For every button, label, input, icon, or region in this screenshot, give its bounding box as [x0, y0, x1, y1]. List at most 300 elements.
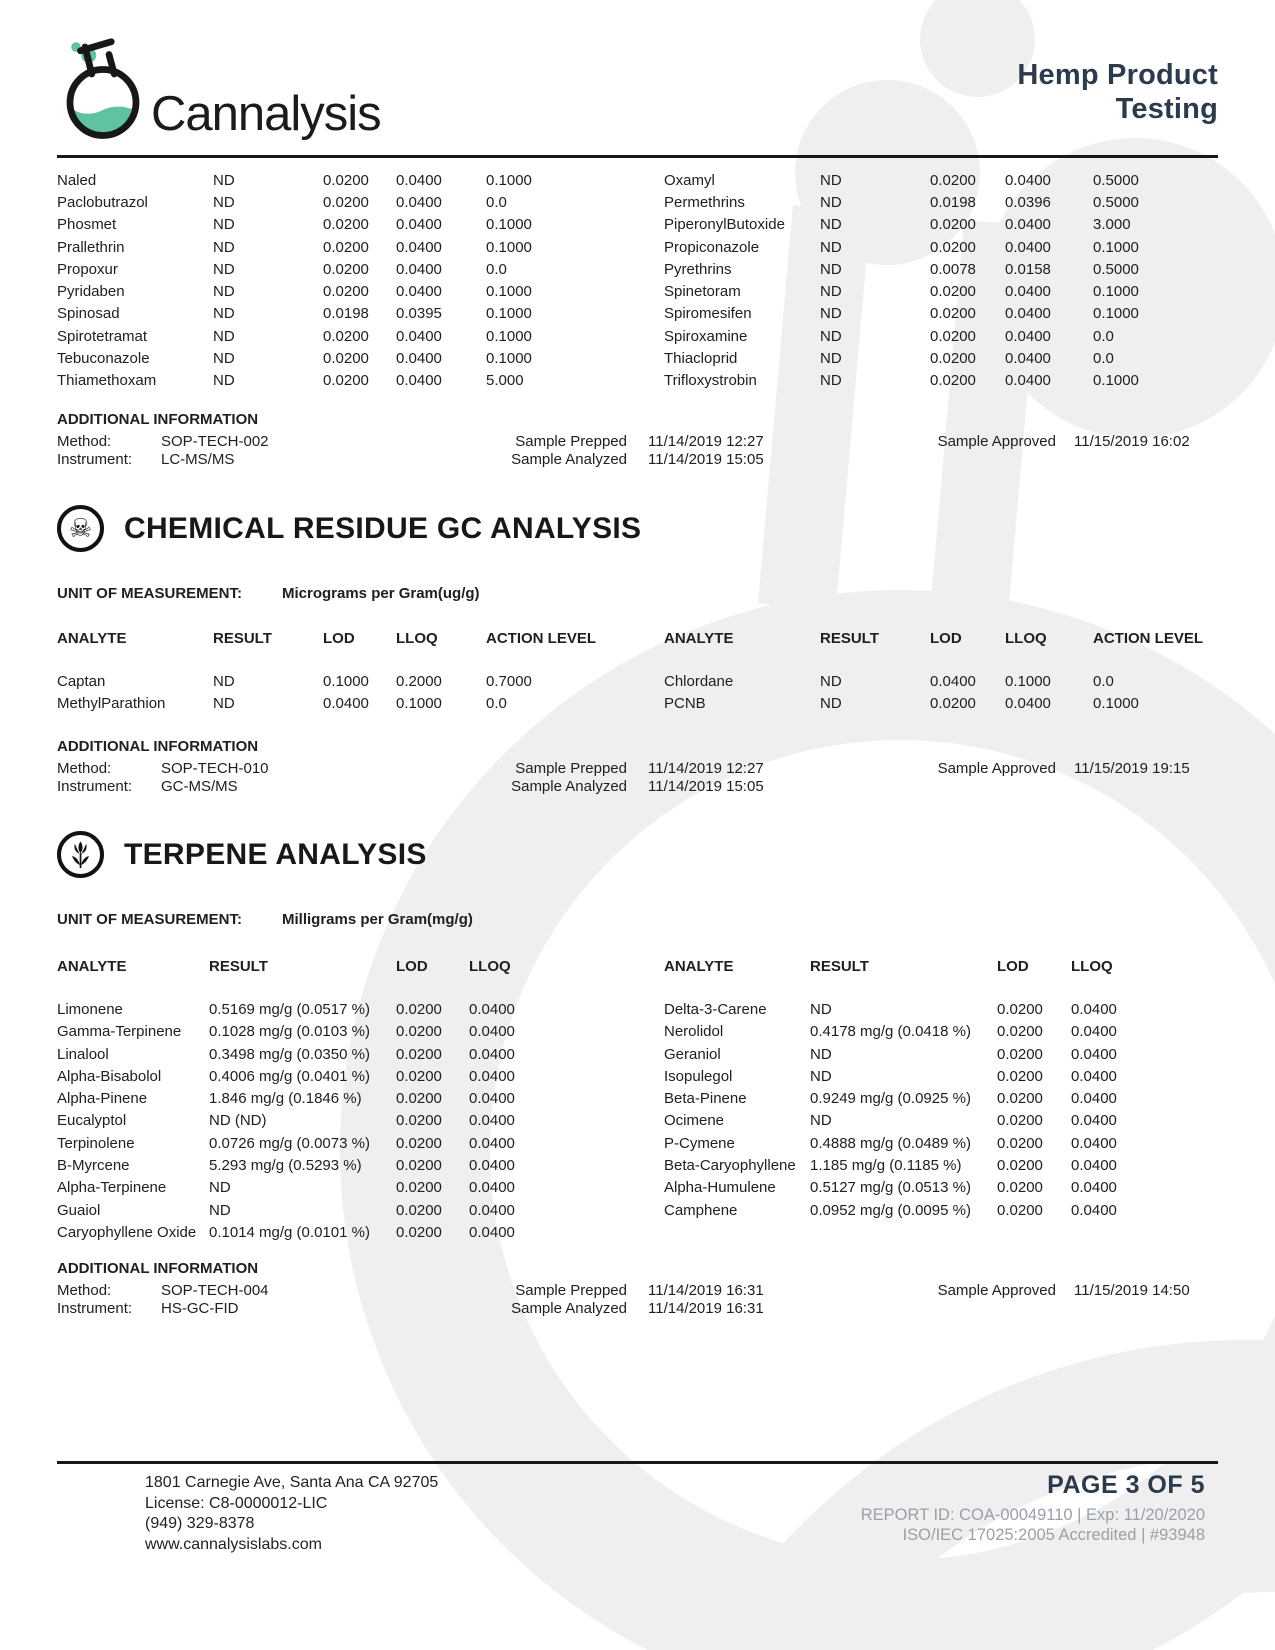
table-cell: ND — [213, 238, 235, 256]
table-cell: 0.0400 — [469, 1112, 515, 1130]
footer-divider — [57, 1461, 1218, 1464]
table-cell: 0.0198 — [323, 305, 369, 323]
table-cell: 0.0200 — [323, 283, 369, 301]
table-cell: 0.0200 — [323, 327, 369, 345]
table-cell: 0.0200 — [396, 1090, 442, 1108]
section-subtitle: ADDITIONAL INFORMATION — [57, 1260, 259, 1277]
table-cell: 0.0200 — [930, 695, 976, 713]
table-cell: 0.0400 — [1071, 1023, 1117, 1041]
table-cell: 0.1000 — [486, 327, 532, 345]
sample-analyzed-value: 11/14/2019 16:31 — [648, 1300, 764, 1317]
table-cell: PiperonylButoxide — [664, 216, 785, 234]
table-cell: 0.0200 — [930, 238, 976, 256]
table-cell: 0.4888 mg/g (0.0489 %) — [810, 1134, 971, 1152]
table-cell: 0.0 — [486, 193, 507, 211]
table-cell: 0.0200 — [930, 305, 976, 323]
instrument-label: Instrument: — [57, 778, 133, 795]
table-cell: PCNB — [664, 695, 706, 713]
table-cell: 0.0200 — [323, 350, 369, 368]
table-cell: 0.0158 — [1005, 260, 1051, 278]
table-cell: Alpha-Humulene — [664, 1179, 776, 1197]
sample-prepped-value: 11/14/2019 12:27 — [648, 433, 764, 450]
table-cell: 0.0 — [1093, 672, 1114, 690]
terpene-section-title: TERPENE ANALYSIS — [124, 837, 427, 871]
table-cell: 0.0400 — [1005, 372, 1051, 390]
table-cell: Isopulegol — [664, 1067, 733, 1085]
table-cell: ND — [820, 305, 842, 323]
tulip-icon — [57, 831, 104, 878]
table-row — [57, 1110, 627, 1132]
table-cell: ND — [213, 305, 235, 323]
table-cell: ND — [209, 1201, 231, 1219]
table-cell: 0.0200 — [396, 1201, 442, 1219]
table-cell: MethylParathion — [57, 695, 166, 713]
table-cell: ND — [213, 193, 235, 211]
table-cell: B-Myrcene — [57, 1157, 130, 1175]
lc-residue-table-right — [664, 169, 1218, 392]
table-cell: 0.0400 — [1005, 350, 1051, 368]
table-cell: 0.5000 — [1093, 171, 1139, 189]
gc-table-rows — [664, 670, 1218, 715]
page-number: PAGE 3 OF 5 — [1047, 1471, 1205, 1499]
method-value: SOP-TECH-002 — [161, 433, 269, 450]
table-cell: 0.1000 — [1093, 372, 1139, 390]
table-cell: 0.1000 — [486, 238, 532, 256]
table-cell: 0.0200 — [997, 1023, 1043, 1041]
table-cell: 1.846 mg/g (0.1846 %) — [209, 1090, 362, 1108]
table-row — [57, 1154, 627, 1176]
sample-prepped-value: 11/14/2019 12:27 — [648, 760, 764, 777]
table-row — [57, 670, 627, 692]
table-row — [57, 693, 627, 715]
table-cell: Beta-Pinene — [664, 1090, 747, 1108]
table-cell: Oxamyl — [664, 171, 715, 189]
cannalysis-logo — [55, 36, 381, 147]
table-cell: ND — [213, 372, 235, 390]
table-cell: 0.0400 — [1071, 1045, 1117, 1063]
table-cell: ND — [820, 695, 842, 713]
table-cell: Spinetoram — [664, 283, 741, 301]
table-cell: 0.0200 — [396, 1157, 442, 1175]
table-cell: 0.0400 — [1071, 1201, 1117, 1219]
table-cell: 0.0 — [486, 695, 507, 713]
table-cell: 0.1000 — [486, 305, 532, 323]
gc-section-title: CHEMICAL RESIDUE GC ANALYSIS — [124, 511, 642, 545]
document-title: Hemp Product Testing — [1017, 59, 1218, 125]
table-cell: Geraniol — [664, 1045, 721, 1063]
table-cell: 0.0400 — [396, 260, 442, 278]
table-cell: 0.0200 — [997, 1157, 1043, 1175]
table-cell: 0.1000 — [1005, 672, 1051, 690]
instrument-label: Instrument: — [57, 1300, 133, 1317]
table-cell: ND — [820, 238, 842, 256]
gc-table-header: ANALYTE RESULT LOD LLOQ ACTION LEVEL — [57, 629, 597, 647]
table-cell: ND (ND) — [209, 1112, 267, 1130]
table-cell: ND — [213, 327, 235, 345]
terpene-table-header: ANALYTE RESULT LOD LLOQ — [664, 957, 1113, 975]
table-row — [664, 236, 1218, 258]
table-cell: 0.0400 — [469, 1223, 515, 1241]
table-cell: Spiroxamine — [664, 327, 748, 345]
table-cell: Propoxur — [57, 260, 118, 278]
table-cell: 0.0200 — [930, 283, 976, 301]
table-cell: 0.3498 mg/g (0.0350 %) — [209, 1045, 370, 1063]
table-cell: 0.0400 — [930, 672, 976, 690]
table-row — [664, 169, 1218, 191]
table-row — [664, 347, 1218, 369]
table-cell: 0.0400 — [1005, 695, 1051, 713]
table-cell: 0.5000 — [1093, 193, 1139, 211]
sample-analyzed-label: Sample Analyzed — [511, 778, 627, 795]
table-cell: 0.0200 — [396, 1023, 442, 1041]
table-cell: P-Cymene — [664, 1134, 735, 1152]
table-cell: Spinosad — [57, 305, 120, 323]
table-cell: 0.1000 — [486, 283, 532, 301]
table-cell: ND — [213, 216, 235, 234]
gc-table-right — [664, 627, 1218, 715]
table-cell: Caryophyllene Oxide — [57, 1223, 197, 1241]
table-cell: 0.0400 — [396, 350, 442, 368]
lab-phone: (949) 329-8378 — [145, 1515, 255, 1532]
lc-residue-table-left — [57, 169, 627, 392]
table-row — [57, 191, 627, 213]
table-cell: 0.0200 — [396, 1045, 442, 1063]
table-cell: Ocimene — [664, 1112, 725, 1130]
table-cell: Alpha-Pinene — [57, 1090, 148, 1108]
table-cell: 0.0400 — [469, 1090, 515, 1108]
sample-prepped-label: Sample Prepped — [515, 1282, 627, 1299]
table-cell: 0.0200 — [323, 193, 369, 211]
table-cell: 0.0400 — [1071, 1090, 1117, 1108]
table-row — [664, 1043, 1218, 1065]
table-cell: 0.1000 — [1093, 283, 1139, 301]
table-cell: 0.0400 — [1071, 1157, 1117, 1175]
table-cell: 0.0400 — [469, 1023, 515, 1041]
table-cell: 0.0200 — [997, 1179, 1043, 1197]
sample-approved-value: 11/15/2019 16:02 — [1074, 433, 1190, 450]
table-cell: Linalool — [57, 1045, 109, 1063]
table-cell: Alpha-Terpinene — [57, 1179, 167, 1197]
gc-table-header: ANALYTE RESULT LOD LLOQ ACTION LEVEL — [664, 629, 1204, 647]
table-cell: ND — [820, 216, 842, 234]
table-cell: Spirotetramat — [57, 327, 148, 345]
table-cell: ND — [209, 1179, 231, 1197]
table-cell: 0.0 — [486, 260, 507, 278]
table-cell: 0.0400 — [469, 1045, 515, 1063]
flask-icon — [55, 36, 151, 147]
table-row — [664, 1154, 1218, 1176]
sample-prepped-value: 11/14/2019 16:31 — [648, 1282, 764, 1299]
table-cell: 3.000 — [1093, 216, 1131, 234]
table-cell: 0.0200 — [396, 1179, 442, 1197]
table-cell: Propiconazole — [664, 238, 760, 256]
table-cell: Captan — [57, 672, 106, 690]
table-cell: Beta-Caryophyllene — [664, 1157, 796, 1175]
gc-table-left — [57, 627, 627, 715]
table-cell: ND — [213, 260, 235, 278]
instrument-value: LC-MS/MS — [161, 451, 235, 468]
table-cell: 0.0200 — [997, 1000, 1043, 1018]
table-cell: Chlordane — [664, 672, 734, 690]
table-cell: Terpinolene — [57, 1134, 135, 1152]
table-row — [57, 998, 627, 1020]
table-cell: 0.0200 — [396, 1134, 442, 1152]
table-cell: 0.0200 — [323, 171, 369, 189]
table-cell: 0.0400 — [396, 216, 442, 234]
table-cell: ND — [810, 1112, 832, 1130]
table-cell: 0.0400 — [1005, 238, 1051, 256]
table-cell: 0.0200 — [930, 216, 976, 234]
footer-meta-block — [861, 1471, 1205, 1545]
sample-analyzed-value: 11/14/2019 15:05 — [648, 451, 764, 468]
table-row — [57, 325, 627, 347]
table-cell: Tebuconazole — [57, 350, 150, 368]
lab-license: License: C8-0000012-LIC — [145, 1494, 328, 1512]
table-cell: ND — [213, 672, 235, 690]
report-id-line: REPORT ID: COA-00049110 | Exp: 11/20/2020 — [860, 1506, 1205, 1524]
table-cell: 0.7000 — [486, 672, 532, 690]
table-cell: 0.0400 — [469, 1000, 515, 1018]
table-cell: 0.0200 — [997, 1134, 1043, 1152]
terpene-table-header: ANALYTE RESULT LOD LLOQ — [57, 957, 511, 975]
table-cell: 0.0200 — [323, 372, 369, 390]
table-cell: 0.0200 — [997, 1201, 1043, 1219]
table-cell: 0.2000 — [396, 672, 442, 690]
sample-approved-label: Sample Approved — [937, 433, 1056, 450]
table-cell: 0.0400 — [323, 695, 369, 713]
table-cell: 0.1000 — [1093, 238, 1139, 256]
section-subtitle: ADDITIONAL INFORMATION — [57, 738, 259, 755]
table-row — [664, 1021, 1218, 1043]
table-row — [57, 1065, 627, 1087]
table-cell: 0.0200 — [396, 1223, 442, 1241]
table-cell: Trifloxystrobin — [664, 372, 757, 390]
table-row — [57, 214, 627, 236]
table-cell: Delta-3-Carene — [664, 1000, 767, 1018]
table-cell: Spiromesifen — [664, 305, 752, 323]
table-cell: 0.1000 — [486, 350, 532, 368]
table-row — [664, 370, 1218, 392]
table-cell: ND — [810, 1000, 832, 1018]
skull-crossbones-icon: ☠ — [57, 505, 104, 552]
table-cell: 0.1000 — [323, 672, 369, 690]
table-cell: 0.0400 — [469, 1134, 515, 1152]
table-cell: 0.0400 — [396, 171, 442, 189]
table-cell: 1.185 mg/g (0.1185 %) — [810, 1157, 962, 1175]
table-cell: 0.0400 — [469, 1157, 515, 1175]
table-cell: ND — [213, 171, 235, 189]
table-row — [664, 1199, 1218, 1221]
terpene-table-right — [664, 955, 1218, 1221]
table-cell: 0.0400 — [396, 193, 442, 211]
table-cell: 0.1028 mg/g (0.0103 %) — [209, 1023, 370, 1041]
table-row — [57, 303, 627, 325]
table-cell: 0.0400 — [1005, 216, 1051, 234]
table-row — [664, 1110, 1218, 1132]
table-cell: 0.0200 — [323, 238, 369, 256]
terpene-unit-of-measurement: UNIT OF MEASUREMENT: Milligrams per Gram(mg/g) — [57, 911, 473, 928]
table-cell: Prallethrin — [57, 238, 125, 256]
instrument-label: Instrument: — [57, 451, 133, 468]
table-row — [664, 325, 1218, 347]
table-cell: ND — [820, 171, 842, 189]
table-row — [57, 258, 627, 280]
method-label: Method: — [57, 760, 112, 777]
sample-approved-label: Sample Approved — [937, 760, 1056, 777]
table-cell: 0.9249 mg/g (0.0925 %) — [810, 1090, 971, 1108]
table-cell: Gamma-Terpinene — [57, 1023, 182, 1041]
table-cell: ND — [820, 350, 842, 368]
table-cell: ND — [213, 695, 235, 713]
table-cell: Limonene — [57, 1000, 123, 1018]
sample-prepped-label: Sample Prepped — [515, 760, 627, 777]
table-row — [57, 347, 627, 369]
section-subtitle: ADDITIONAL INFORMATION — [57, 411, 259, 428]
table-cell: Alpha-Bisabolol — [57, 1067, 162, 1085]
table-cell: 0.0200 — [323, 216, 369, 234]
table-cell: 0.0400 — [1005, 305, 1051, 323]
table-cell: Permethrins — [664, 193, 745, 211]
table-row — [664, 191, 1218, 213]
table-cell: 0.0200 — [930, 327, 976, 345]
table-cell: 0.0400 — [396, 283, 442, 301]
table-cell: 0.0400 — [1071, 1000, 1117, 1018]
header-divider — [57, 155, 1218, 158]
lab-address: 1801 Carnegie Ave, Santa Ana CA 92705 — [145, 1474, 439, 1491]
table-cell: Camphene — [664, 1201, 738, 1219]
table-cell: 0.0400 — [1005, 283, 1051, 301]
table-cell: ND — [820, 283, 842, 301]
table-cell: 5.000 — [486, 372, 524, 390]
table-cell: Phosmet — [57, 216, 117, 234]
terpene-table-rows — [57, 998, 627, 1243]
table-cell: 0.0400 — [396, 327, 442, 345]
table-row — [664, 280, 1218, 302]
table-cell: ND — [213, 283, 235, 301]
sample-analyzed-label: Sample Analyzed — [511, 1300, 627, 1317]
table-cell: 0.0200 — [930, 171, 976, 189]
table-cell: 0.0400 — [1071, 1112, 1117, 1130]
table-row — [57, 370, 627, 392]
table-cell: 0.0726 mg/g (0.0073 %) — [209, 1134, 370, 1152]
table-row — [57, 169, 627, 191]
table-cell: 0.0952 mg/g (0.0095 %) — [810, 1201, 971, 1219]
table-cell: ND — [810, 1067, 832, 1085]
method-label: Method: — [57, 433, 112, 450]
table-cell: Guaiol — [57, 1201, 101, 1219]
sample-prepped-label: Sample Prepped — [515, 433, 627, 450]
table-cell: 0.0400 — [396, 372, 442, 390]
table-cell: 0.0400 — [469, 1179, 515, 1197]
table-cell: 0.1014 mg/g (0.0101 %) — [209, 1223, 370, 1241]
terpene-additional-information — [57, 1260, 1218, 1322]
table-cell: 0.1000 — [396, 695, 442, 713]
gc-unit-of-measurement: UNIT OF MEASUREMENT: Micrograms per Gram(ug/g) — [57, 585, 480, 602]
table-cell: 0.0400 — [1071, 1179, 1117, 1197]
accreditation-line: ISO/IEC 17025:2005 Accredited | #93948 — [902, 1526, 1205, 1544]
instrument-value: GC-MS/MS — [161, 778, 238, 795]
table-cell: ND — [213, 350, 235, 368]
terpene-table-rows — [664, 998, 1218, 1221]
table-cell: 0.0198 — [930, 193, 976, 211]
lab-contact-block — [145, 1473, 438, 1555]
gc-section-header — [57, 505, 641, 552]
table-row — [57, 236, 627, 258]
sample-analyzed-label: Sample Analyzed — [511, 451, 627, 468]
table-cell: Pyridaben — [57, 283, 125, 301]
table-cell: 0.1000 — [486, 216, 532, 234]
table-cell: 0.0200 — [930, 372, 976, 390]
table-cell: 0.0 — [1093, 327, 1114, 345]
table-cell: 0.0400 — [1005, 327, 1051, 345]
table-cell: 5.293 mg/g (0.5293 %) — [209, 1157, 362, 1175]
table-row — [57, 1199, 627, 1221]
table-cell: 0.0200 — [396, 1067, 442, 1085]
table-row — [664, 303, 1218, 325]
method-value: SOP-TECH-004 — [161, 1282, 269, 1299]
table-row — [57, 1177, 627, 1199]
table-row — [57, 1221, 627, 1243]
table-cell: 0.0 — [1093, 350, 1114, 368]
table-row — [664, 670, 1218, 692]
table-cell: ND — [820, 327, 842, 345]
table-cell: 0.4006 mg/g (0.0401 %) — [209, 1067, 370, 1085]
table-cell: 0.5000 — [1093, 260, 1139, 278]
sample-approved-label: Sample Approved — [937, 1282, 1056, 1299]
table-cell: ND — [810, 1045, 832, 1063]
table-cell: 0.5127 mg/g (0.0513 %) — [810, 1179, 971, 1197]
table-row — [57, 1043, 627, 1065]
table-row — [664, 1087, 1218, 1109]
table-cell: 0.0200 — [997, 1045, 1043, 1063]
table-cell: 0.0400 — [1005, 171, 1051, 189]
table-cell: 0.1000 — [1093, 305, 1139, 323]
table-row — [664, 258, 1218, 280]
table-cell: 0.0396 — [1005, 193, 1051, 211]
table-cell: Pyrethrins — [664, 260, 732, 278]
table-cell: 0.0400 — [1071, 1134, 1117, 1152]
gc-table-rows — [57, 670, 627, 715]
table-cell: 0.0400 — [1071, 1067, 1117, 1085]
table-cell: 0.0200 — [997, 1090, 1043, 1108]
table-row — [57, 1021, 627, 1043]
table-cell: 0.0200 — [930, 350, 976, 368]
table-cell: 0.0078 — [930, 260, 976, 278]
table-cell: 0.0200 — [997, 1067, 1043, 1085]
lc-additional-information — [57, 411, 1218, 473]
table-cell: 0.5169 mg/g (0.0517 %) — [209, 1000, 370, 1018]
table-cell: 0.1000 — [1093, 695, 1139, 713]
table-row — [664, 693, 1218, 715]
instrument-value: HS-GC-FID — [161, 1300, 239, 1317]
lab-website-link[interactable]: www.cannalysislabs.com — [145, 1535, 322, 1553]
terpene-table-left — [57, 955, 627, 1244]
table-row — [664, 214, 1218, 236]
table-cell: 0.0200 — [323, 260, 369, 278]
method-value: SOP-TECH-010 — [161, 760, 269, 777]
table-cell: ND — [820, 260, 842, 278]
table-cell: ND — [820, 672, 842, 690]
table-row — [57, 1087, 627, 1109]
table-row — [664, 1132, 1218, 1154]
table-cell: Eucalyptol — [57, 1112, 127, 1130]
table-row — [664, 998, 1218, 1020]
sample-approved-value: 11/15/2019 14:50 — [1074, 1282, 1190, 1299]
table-cell: 0.0400 — [469, 1067, 515, 1085]
table-cell: ND — [820, 193, 842, 211]
table-cell: 0.4178 mg/g (0.0418 %) — [810, 1023, 971, 1041]
terpene-section-header — [57, 831, 427, 878]
